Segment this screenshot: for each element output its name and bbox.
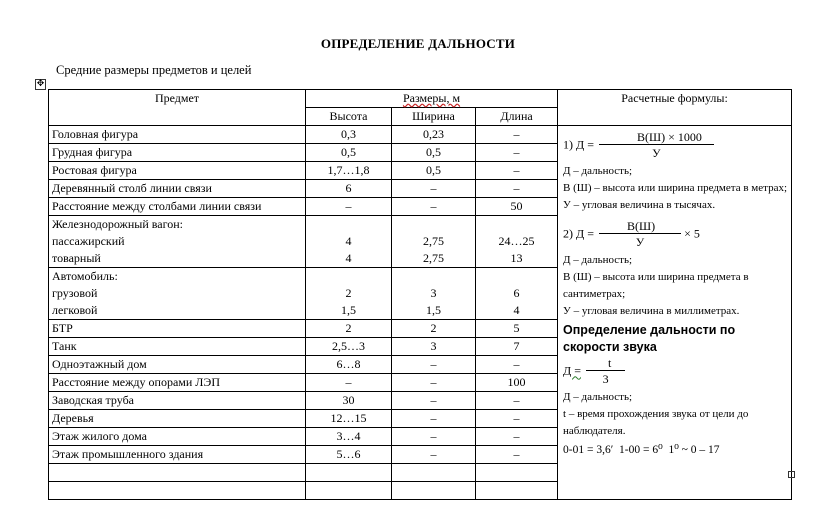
- row-width: 0,5: [392, 144, 476, 162]
- formula-1: 1) Д = $\frac{В(Ш) \times 1000}{У}$: [563, 130, 787, 161]
- row-height: –: [306, 198, 392, 216]
- row-length: 50: [476, 198, 558, 216]
- table-row: [49, 126, 792, 144]
- table-caption: Средние размеры предметов и целей: [56, 63, 252, 77]
- row-width: –: [392, 198, 476, 216]
- f3-d: Д – дальность;: [563, 391, 633, 403]
- row-width: –: [392, 180, 476, 198]
- row-name: Деревья: [49, 410, 306, 428]
- empty-cell: [49, 464, 306, 482]
- f3-t: t – время прохождения звука от цели до наблюдателя.: [563, 408, 749, 437]
- row-width: 3 1,5: [392, 268, 476, 320]
- row-width: 3: [392, 338, 476, 356]
- empty-cell: [49, 482, 306, 500]
- formula-2: 2) Д = $\frac{В(Ш)}{У}$ × 5: [563, 219, 700, 249]
- row-width: –: [392, 410, 476, 428]
- row-name: Этаж жилого дома: [49, 428, 306, 446]
- row-height: 0,3: [306, 126, 392, 144]
- row-height: 30: [306, 392, 392, 410]
- empty-cell: [392, 464, 476, 482]
- empty-cell: [476, 464, 558, 482]
- row-height: 4 4: [306, 216, 392, 268]
- row-height: 6: [306, 180, 392, 198]
- f1-d: Д – дальность;: [563, 165, 633, 177]
- header-height: Высота: [306, 108, 392, 126]
- row-name: Ростовая фигура: [49, 162, 306, 180]
- row-height: 3…4: [306, 428, 392, 446]
- row-length: 5: [476, 320, 558, 338]
- row-width: –: [392, 428, 476, 446]
- formula-3: Д = $\frac{t}{3}$: [563, 356, 787, 387]
- row-name: Танк: [49, 338, 306, 356]
- row-length: –: [476, 144, 558, 162]
- row-width: 0,5: [392, 162, 476, 180]
- row-height: 12…15: [306, 410, 392, 428]
- formulas-cell: [558, 126, 792, 500]
- f2-u: У – угловая величина в миллиметрах.: [563, 305, 740, 317]
- row-length: 6 4: [476, 268, 558, 320]
- row-name: Заводская труба: [49, 392, 306, 410]
- row-length: 100: [476, 374, 558, 392]
- row-name: Расстояние между столбами линии связи: [49, 198, 306, 216]
- table-header-row: [49, 90, 792, 108]
- f1-u: У – угловая величина в тысячах.: [563, 199, 716, 211]
- row-length: –: [476, 392, 558, 410]
- header-subject: Предмет: [49, 90, 306, 126]
- row-width: 2: [392, 320, 476, 338]
- row-length: 24…25 13: [476, 216, 558, 268]
- row-name: БТР: [49, 320, 306, 338]
- row-width: –: [392, 356, 476, 374]
- row-height: 2,5…3: [306, 338, 392, 356]
- row-length: 7: [476, 338, 558, 356]
- row-length: –: [476, 356, 558, 374]
- row-name: Деревянный столб линии связи: [49, 180, 306, 198]
- row-width: –: [392, 374, 476, 392]
- conversion-line: 0-01 = 3,6′ 1-00 = 6⁰ 1⁰ ~ 0 – 17: [563, 444, 720, 456]
- row-length: –: [476, 162, 558, 180]
- row-height: –: [306, 374, 392, 392]
- table-move-handle-icon[interactable]: ✥: [36, 79, 45, 89]
- row-length: –: [476, 428, 558, 446]
- row-width: –: [392, 446, 476, 464]
- row-height: 0,5: [306, 144, 392, 162]
- table-resize-handle[interactable]: [788, 471, 795, 478]
- header-length: Длина: [476, 108, 558, 126]
- header-sizes: Размеры, м: [306, 90, 558, 108]
- row-length: –: [476, 410, 558, 428]
- row-length: –: [476, 446, 558, 464]
- row-length: –: [476, 180, 558, 198]
- row-name: Расстояние между опорами ЛЭП: [49, 374, 306, 392]
- row-width: 2,75 2,75: [392, 216, 476, 268]
- row-height: 2 1,5: [306, 268, 392, 320]
- row-name: Железнодорожный вагон: пассажирский товарный: [49, 216, 306, 268]
- row-name: Этаж промышленного здания: [49, 446, 306, 464]
- sound-title: Определение дальности по скорости звука: [563, 323, 736, 354]
- row-height: 6…8: [306, 356, 392, 374]
- header-width: Ширина: [392, 108, 476, 126]
- distance-table: [48, 89, 792, 500]
- f2-b: В (Ш) – высота или ширина предмета в сантиметрах;: [563, 271, 749, 300]
- page-title: ОПРЕДЕЛЕНИЕ ДАЛЬНОСТИ: [320, 36, 516, 51]
- row-height: 5…6: [306, 446, 392, 464]
- row-name: Грудная фигура: [49, 144, 306, 162]
- row-name: Автомобиль: грузовой легковой: [49, 268, 306, 320]
- row-height: 1,7…1,8: [306, 162, 392, 180]
- empty-cell: [306, 482, 392, 500]
- row-height: 2: [306, 320, 392, 338]
- empty-cell: [476, 482, 558, 500]
- empty-cell: [392, 482, 476, 500]
- row-width: 0,23: [392, 126, 476, 144]
- row-name: Одноэтажный дом: [49, 356, 306, 374]
- empty-cell: [306, 464, 392, 482]
- header-formulas: Расчетные формулы:: [558, 90, 792, 126]
- row-width: –: [392, 392, 476, 410]
- row-length: –: [476, 126, 558, 144]
- row-name: Головная фигура: [49, 126, 306, 144]
- f1-b: В (Ш) – высота или ширина предмета в метрах;: [563, 182, 788, 194]
- f2-d: Д – дальность;: [563, 254, 633, 266]
